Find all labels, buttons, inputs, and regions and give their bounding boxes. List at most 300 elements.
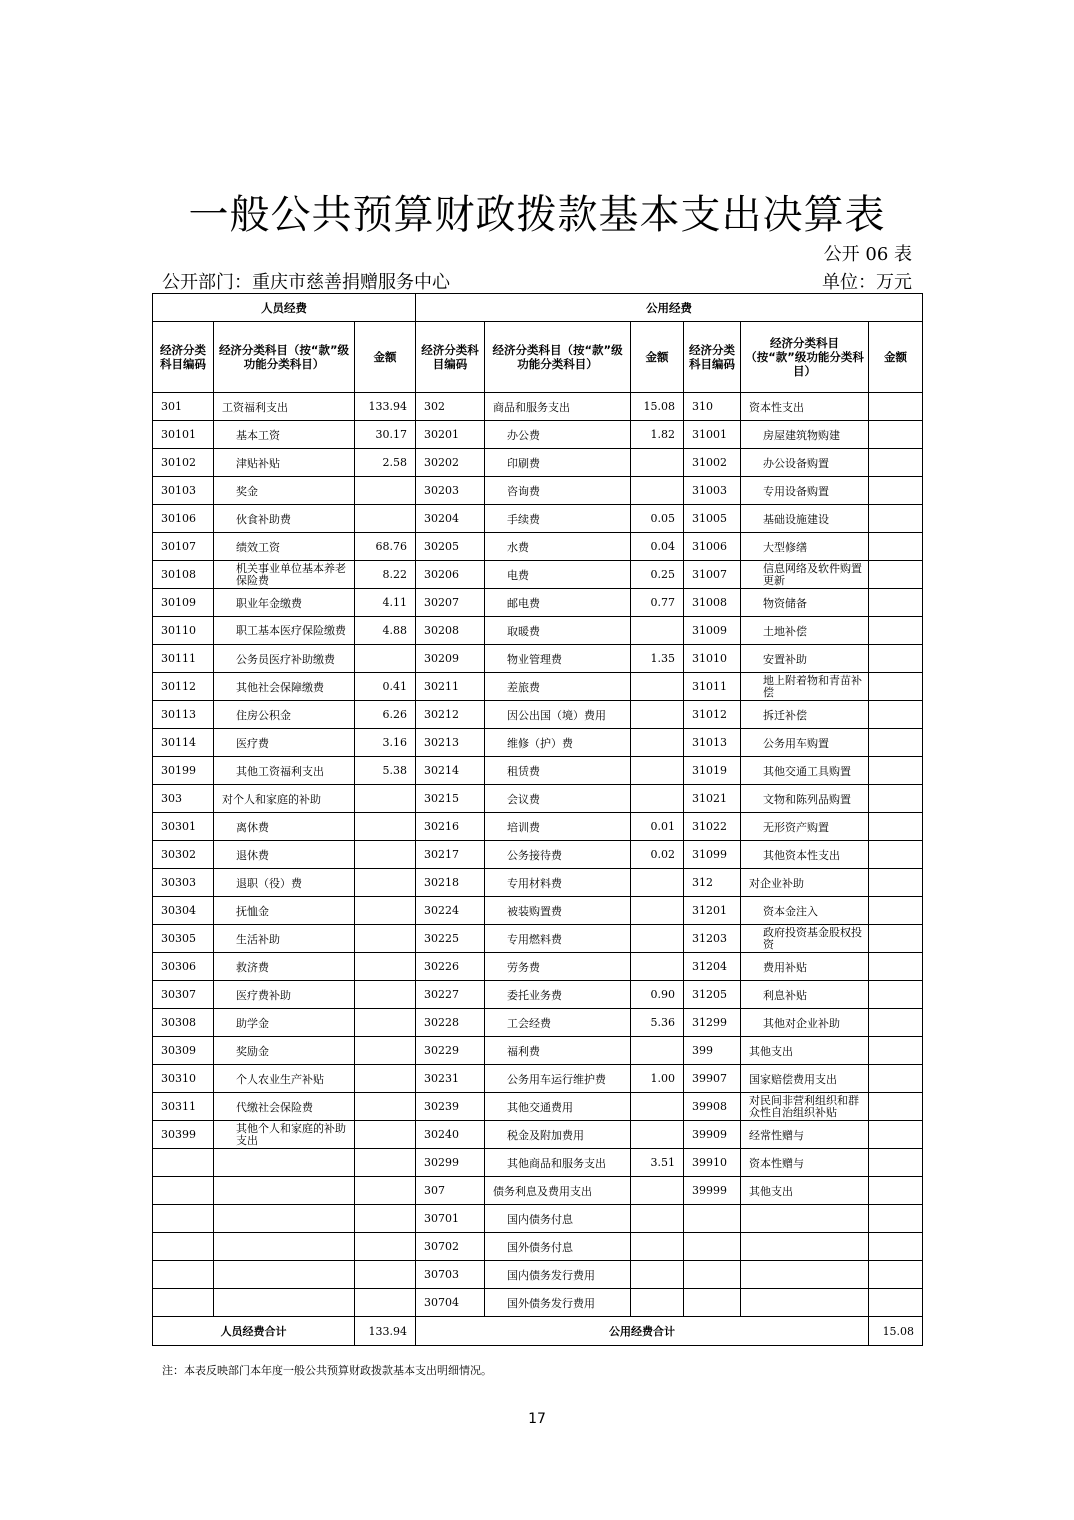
name-cell: 医疗费补助 (214, 981, 355, 1009)
name-cell: 个人农业生产补贴 (214, 1065, 355, 1093)
code-cell: 30111 (153, 645, 214, 673)
code-cell (153, 1233, 214, 1261)
amount-cell (869, 1261, 923, 1289)
amount-cell (355, 841, 416, 869)
code-cell: 39999 (684, 1177, 741, 1205)
amount-cell (355, 981, 416, 1009)
code-cell: 30201 (416, 421, 485, 449)
name-cell: 国外债务发行费用 (485, 1289, 631, 1317)
name-cell: 国外债务付息 (485, 1233, 631, 1261)
code-cell: 30206 (416, 561, 485, 589)
amount-cell: 1.82 (631, 421, 684, 449)
code-cell: 30239 (416, 1093, 485, 1121)
page-number: 17 (528, 1411, 546, 1427)
name-cell (741, 1233, 869, 1261)
table-row (153, 1233, 923, 1261)
name-cell: 其他支出 (741, 1177, 869, 1205)
public-total-label: 公用经费合计 (416, 1317, 869, 1346)
amount-cell: 1.00 (631, 1065, 684, 1093)
table-row (153, 645, 923, 673)
name-cell: 对企业补助 (741, 869, 869, 897)
table-row (153, 1065, 923, 1093)
amount-cell (631, 757, 684, 785)
name-cell: 安置补助 (741, 645, 869, 673)
expenditure-table (152, 293, 923, 1346)
code-cell: 30218 (416, 869, 485, 897)
code-cell (684, 1205, 741, 1233)
code-cell: 30302 (153, 841, 214, 869)
code-cell: 31205 (684, 981, 741, 1009)
amount-cell (869, 645, 923, 673)
amount-cell (631, 1205, 684, 1233)
name-cell: 代缴社会保险费 (214, 1093, 355, 1121)
name-cell: 医疗费 (214, 729, 355, 757)
name-cell: 对民间非营利组织和群众性自治组织补贴 (741, 1093, 869, 1121)
name-cell: 公务用车购置 (741, 729, 869, 757)
amount-cell (869, 925, 923, 953)
code-column-header: 经济分类科目编码 (684, 322, 741, 393)
table-row (153, 925, 923, 953)
name-cell: 其他支出 (741, 1037, 869, 1065)
code-cell: 30214 (416, 757, 485, 785)
amount-cell (631, 785, 684, 813)
amount-cell: 30.17 (355, 421, 416, 449)
name-cell: 机关事业单位基本养老保险费 (214, 561, 355, 589)
code-cell: 30299 (416, 1149, 485, 1177)
amount-cell (631, 617, 684, 645)
code-cell: 307 (416, 1177, 485, 1205)
code-cell: 30228 (416, 1009, 485, 1037)
code-cell: 30311 (153, 1093, 214, 1121)
code-cell: 30307 (153, 981, 214, 1009)
amount-cell: 133.94 (355, 393, 416, 421)
code-cell: 39909 (684, 1121, 741, 1149)
amount-cell: 0.02 (631, 841, 684, 869)
code-cell: 30106 (153, 505, 214, 533)
name-column-header: 经济分类科目（按“款”级功能分类科目） (741, 322, 869, 393)
amount-cell (869, 981, 923, 1009)
table-row (153, 1289, 923, 1317)
amount-cell: 3.16 (355, 729, 416, 757)
name-cell: 基本工资 (214, 421, 355, 449)
code-cell: 30224 (416, 897, 485, 925)
amount-cell (869, 421, 923, 449)
name-cell: 退休费 (214, 841, 355, 869)
name-cell: 债务利息及费用支出 (485, 1177, 631, 1205)
amount-cell (631, 897, 684, 925)
amount-cell (355, 505, 416, 533)
name-cell: 国内债务发行费用 (485, 1261, 631, 1289)
name-cell: 水费 (485, 533, 631, 561)
code-cell: 31201 (684, 897, 741, 925)
name-cell: 手续费 (485, 505, 631, 533)
name-cell: 职工基本医疗保险缴费 (214, 617, 355, 645)
amount-cell (869, 813, 923, 841)
code-cell: 30213 (416, 729, 485, 757)
name-cell: 资本性赠与 (741, 1149, 869, 1177)
name-cell: 政府投资基金股权投资 (741, 925, 869, 953)
name-cell: 工会经费 (485, 1009, 631, 1037)
code-cell: 31009 (684, 617, 741, 645)
name-cell: 维修（护）费 (485, 729, 631, 757)
table-row (153, 561, 923, 589)
name-cell: 委托业务费 (485, 981, 631, 1009)
amount-cell (631, 953, 684, 981)
name-cell: 地上附着物和青苗补偿 (741, 673, 869, 701)
name-cell: 专用材料费 (485, 869, 631, 897)
code-cell: 30399 (153, 1121, 214, 1149)
name-cell: 公务用车运行维护费 (485, 1065, 631, 1093)
amount-column-header: 金额 (355, 322, 416, 393)
amount-cell (869, 1121, 923, 1149)
amount-cell (869, 785, 923, 813)
name-cell: 办公设备购置 (741, 449, 869, 477)
code-cell (153, 1205, 214, 1233)
name-cell: 工资福利支出 (214, 393, 355, 421)
code-cell: 30309 (153, 1037, 214, 1065)
code-cell: 30204 (416, 505, 485, 533)
amount-cell (869, 841, 923, 869)
table-row (153, 701, 923, 729)
amount-cell (355, 1009, 416, 1037)
code-cell: 31019 (684, 757, 741, 785)
public-total-value: 15.08 (869, 1317, 923, 1346)
code-cell: 30211 (416, 673, 485, 701)
name-cell: 咨询费 (485, 477, 631, 505)
table-row (153, 841, 923, 869)
name-cell: 经常性赠与 (741, 1121, 869, 1149)
code-cell: 30226 (416, 953, 485, 981)
name-cell: 住房公积金 (214, 701, 355, 729)
table-row (153, 897, 923, 925)
table-row (153, 1093, 923, 1121)
amount-cell (631, 701, 684, 729)
code-cell: 31099 (684, 841, 741, 869)
name-cell: 劳务费 (485, 953, 631, 981)
code-cell: 30308 (153, 1009, 214, 1037)
amount-cell: 0.90 (631, 981, 684, 1009)
code-column-header: 经济分类科目编码 (416, 322, 485, 393)
amount-cell (869, 533, 923, 561)
name-cell: 资本金注入 (741, 897, 869, 925)
amount-cell (869, 1149, 923, 1177)
code-cell: 310 (684, 393, 741, 421)
table-row (153, 953, 923, 981)
name-cell: 退职（役）费 (214, 869, 355, 897)
amount-cell: 5.36 (631, 1009, 684, 1037)
amount-cell (631, 869, 684, 897)
table-row (153, 421, 923, 449)
code-cell: 30113 (153, 701, 214, 729)
amount-cell (869, 729, 923, 757)
code-cell: 30704 (416, 1289, 485, 1317)
name-cell: 土地补偿 (741, 617, 869, 645)
amount-cell (869, 869, 923, 897)
amount-cell (631, 1121, 684, 1149)
amount-cell: 1.35 (631, 645, 684, 673)
name-cell: 商品和服务支出 (485, 393, 631, 421)
code-cell: 30202 (416, 449, 485, 477)
name-cell: 抚恤金 (214, 897, 355, 925)
name-cell: 无形资产购置 (741, 813, 869, 841)
code-cell: 31007 (684, 561, 741, 589)
name-cell: 国家赔偿费用支出 (741, 1065, 869, 1093)
code-cell: 30306 (153, 953, 214, 981)
amount-cell (355, 645, 416, 673)
amount-cell (869, 617, 923, 645)
amount-cell: 2.58 (355, 449, 416, 477)
name-cell: 费用补贴 (741, 953, 869, 981)
amount-cell (869, 561, 923, 589)
name-cell: 租赁费 (485, 757, 631, 785)
amount-cell (869, 1177, 923, 1205)
page-title: 一般公共预算财政拨款基本支出决算表 (188, 192, 886, 238)
amount-cell: 3.51 (631, 1149, 684, 1177)
name-cell: 基础设施建设 (741, 505, 869, 533)
amount-cell (355, 1261, 416, 1289)
name-cell: 培训费 (485, 813, 631, 841)
code-cell: 30212 (416, 701, 485, 729)
name-cell: 邮电费 (485, 589, 631, 617)
amount-cell (355, 1205, 416, 1233)
amount-cell (869, 1205, 923, 1233)
code-cell: 302 (416, 393, 485, 421)
code-cell: 31011 (684, 673, 741, 701)
name-cell (214, 1205, 355, 1233)
table-row (153, 1037, 923, 1065)
amount-cell (355, 1233, 416, 1261)
amount-cell: 0.01 (631, 813, 684, 841)
code-cell (684, 1233, 741, 1261)
name-cell: 其他交通费用 (485, 1093, 631, 1121)
code-column-header: 经济分类科目编码 (153, 322, 214, 393)
table-row (153, 1261, 923, 1289)
name-cell: 职业年金缴费 (214, 589, 355, 617)
name-cell (214, 1289, 355, 1317)
table-row (153, 785, 923, 813)
amount-cell (355, 477, 416, 505)
name-cell: 文物和陈列品购置 (741, 785, 869, 813)
name-cell: 公务接待费 (485, 841, 631, 869)
amount-cell (355, 785, 416, 813)
name-cell: 信息网络及软件购置更新 (741, 561, 869, 589)
name-cell: 其他商品和服务支出 (485, 1149, 631, 1177)
code-cell: 399 (684, 1037, 741, 1065)
code-cell (153, 1177, 214, 1205)
code-cell: 30216 (416, 813, 485, 841)
code-cell: 31010 (684, 645, 741, 673)
code-cell: 31008 (684, 589, 741, 617)
name-column-header: 经济分类科目（按“款”级功能分类科目） (485, 322, 631, 393)
code-cell: 39907 (684, 1065, 741, 1093)
code-cell: 31012 (684, 701, 741, 729)
code-cell: 30702 (416, 1233, 485, 1261)
amount-cell (355, 1065, 416, 1093)
code-cell (153, 1261, 214, 1289)
code-cell (684, 1261, 741, 1289)
name-cell: 电费 (485, 561, 631, 589)
code-cell: 30112 (153, 673, 214, 701)
table-row (153, 477, 923, 505)
name-cell: 拆迁补偿 (741, 701, 869, 729)
amount-cell (355, 953, 416, 981)
amount-cell (869, 701, 923, 729)
amount-cell (631, 1261, 684, 1289)
amount-cell (631, 1037, 684, 1065)
name-cell: 利息补贴 (741, 981, 869, 1009)
amount-cell (355, 1177, 416, 1205)
amount-cell (869, 897, 923, 925)
code-cell: 31002 (684, 449, 741, 477)
name-cell (214, 1233, 355, 1261)
name-cell: 其他工资福利支出 (214, 757, 355, 785)
name-cell: 物业管理费 (485, 645, 631, 673)
amount-cell (355, 1093, 416, 1121)
amount-cell: 0.04 (631, 533, 684, 561)
name-cell: 其他交通工具购置 (741, 757, 869, 785)
name-cell (214, 1261, 355, 1289)
code-cell: 30108 (153, 561, 214, 589)
amount-cell (355, 925, 416, 953)
amount-cell: 6.26 (355, 701, 416, 729)
name-cell: 绩效工资 (214, 533, 355, 561)
code-cell: 312 (684, 869, 741, 897)
code-cell: 303 (153, 785, 214, 813)
amount-cell: 5.38 (355, 757, 416, 785)
amount-cell (355, 1149, 416, 1177)
table-row (153, 981, 923, 1009)
form-number: 公开 06 表 (823, 244, 912, 265)
amount-cell (355, 1121, 416, 1149)
code-cell: 30701 (416, 1205, 485, 1233)
name-cell (741, 1205, 869, 1233)
name-cell: 对个人和家庭的补助 (214, 785, 355, 813)
amount-cell: 0.05 (631, 505, 684, 533)
table-row (153, 869, 923, 897)
department-label: 公开部门：重庆市慈善捐赠服务中心 (162, 272, 450, 293)
table-row (153, 617, 923, 645)
code-cell: 30305 (153, 925, 214, 953)
amount-column-header: 金额 (631, 322, 684, 393)
code-cell: 30109 (153, 589, 214, 617)
amount-cell (631, 673, 684, 701)
code-cell: 30209 (416, 645, 485, 673)
personnel-total-value: 133.94 (355, 1317, 416, 1346)
table-row (153, 1177, 923, 1205)
code-cell: 31013 (684, 729, 741, 757)
code-cell: 31022 (684, 813, 741, 841)
code-cell (153, 1289, 214, 1317)
amount-cell (355, 869, 416, 897)
name-cell (741, 1289, 869, 1317)
code-cell: 39910 (684, 1149, 741, 1177)
name-cell: 助学金 (214, 1009, 355, 1037)
amount-cell: 0.77 (631, 589, 684, 617)
amount-cell (631, 1233, 684, 1261)
name-cell (214, 1149, 355, 1177)
amount-cell: 4.88 (355, 617, 416, 645)
amount-cell (631, 1289, 684, 1317)
name-cell: 因公出国（境）费用 (485, 701, 631, 729)
code-cell: 31204 (684, 953, 741, 981)
amount-cell (869, 1233, 923, 1261)
code-cell: 30110 (153, 617, 214, 645)
name-cell: 其他资本性支出 (741, 841, 869, 869)
code-cell: 30303 (153, 869, 214, 897)
name-cell: 津贴补贴 (214, 449, 355, 477)
table-row (153, 393, 923, 421)
amount-cell (869, 589, 923, 617)
code-cell: 30301 (153, 813, 214, 841)
table-row (153, 813, 923, 841)
table-note: 注：本表反映部门本年度一般公共预算财政拨款基本支出明细情况。 (162, 1364, 492, 1377)
code-cell: 30227 (416, 981, 485, 1009)
personnel-total-label: 人员经费合计 (153, 1317, 355, 1346)
code-cell: 30217 (416, 841, 485, 869)
table-row (153, 1149, 923, 1177)
amount-cell (869, 505, 923, 533)
amount-cell (869, 1037, 923, 1065)
name-column-header: 经济分类科目（按“款”级功能分类科目） (214, 322, 355, 393)
table-row (153, 1205, 923, 1233)
name-cell: 奖励金 (214, 1037, 355, 1065)
code-cell: 30240 (416, 1121, 485, 1149)
amount-cell (869, 757, 923, 785)
code-cell: 31001 (684, 421, 741, 449)
amount-cell (631, 925, 684, 953)
table-row (153, 1121, 923, 1149)
code-cell (684, 1289, 741, 1317)
name-cell: 物资储备 (741, 589, 869, 617)
table-row (153, 1009, 923, 1037)
table-row (153, 589, 923, 617)
name-cell: 其他个人和家庭的补助支出 (214, 1121, 355, 1149)
amount-cell (869, 1093, 923, 1121)
code-cell: 31203 (684, 925, 741, 953)
amount-cell (869, 477, 923, 505)
table-row (153, 449, 923, 477)
name-cell: 印刷费 (485, 449, 631, 477)
amount-cell: 15.08 (631, 393, 684, 421)
code-cell: 30215 (416, 785, 485, 813)
code-cell: 301 (153, 393, 214, 421)
name-cell (214, 1177, 355, 1205)
amount-cell (869, 953, 923, 981)
amount-cell (869, 673, 923, 701)
table-row (153, 505, 923, 533)
name-cell: 取暖费 (485, 617, 631, 645)
amount-cell: 4.11 (355, 589, 416, 617)
name-cell: 其他对企业补助 (741, 1009, 869, 1037)
amount-cell (355, 897, 416, 925)
name-cell: 生活补助 (214, 925, 355, 953)
amount-cell (869, 449, 923, 477)
name-cell: 房屋建筑物购建 (741, 421, 869, 449)
name-cell: 税金及附加费用 (485, 1121, 631, 1149)
amount-cell: 0.41 (355, 673, 416, 701)
name-cell: 大型修缮 (741, 533, 869, 561)
amount-cell: 0.25 (631, 561, 684, 589)
name-cell: 会议费 (485, 785, 631, 813)
code-cell: 30102 (153, 449, 214, 477)
amount-cell (355, 1037, 416, 1065)
code-cell: 30114 (153, 729, 214, 757)
public-group-header: 公用经费 (416, 294, 923, 322)
amount-cell (631, 1177, 684, 1205)
name-cell (741, 1261, 869, 1289)
amount-cell (869, 1009, 923, 1037)
code-cell: 30231 (416, 1065, 485, 1093)
